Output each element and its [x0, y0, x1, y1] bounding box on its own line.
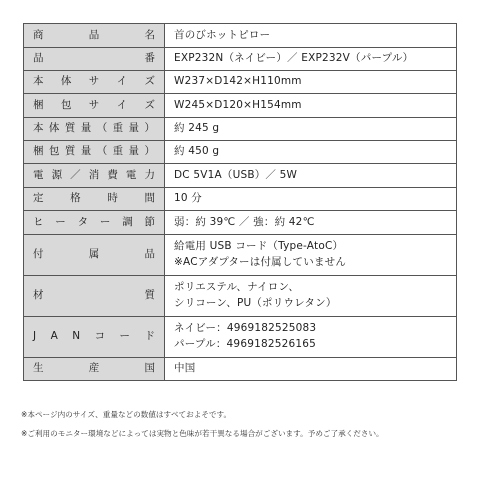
spec-key-char: 節 [144, 215, 155, 228]
spec-key-char: 質 [144, 289, 155, 302]
spec-value [165, 164, 457, 188]
spec-key-char: 量 [80, 122, 92, 135]
spec-key-char: 包 [60, 98, 72, 111]
spec-key [24, 118, 165, 141]
spec-key-char: 量 [80, 145, 92, 158]
spec-value-line: EXP232N（ネイビー）／ EXP232V（パープル） [174, 52, 414, 65]
spec-key [24, 141, 165, 164]
spec-key [24, 235, 165, 276]
spec-key [24, 48, 165, 71]
spec-value [165, 211, 457, 235]
spec-key-char: タ [77, 215, 89, 228]
spec-value [165, 94, 457, 118]
spec-key-label [33, 168, 155, 184]
spec-key-char: N [72, 330, 81, 343]
notes [21, 405, 461, 443]
spec-key [24, 358, 165, 381]
spec-key-char: ／ [70, 168, 81, 181]
spec-value [165, 118, 457, 141]
spec-row [24, 141, 457, 164]
spec-key-label [33, 51, 155, 67]
spec-value-line: 給電用 USB コード（Type-AtoC） [174, 240, 344, 253]
spec-key-char: 調 [122, 215, 133, 228]
spec-value-line: 約 450 g [174, 145, 220, 158]
note-color-difference: ※ご利用のモニター環境などによっては実物と色味が若干異なる場合がございます。予めご了承ください。 [21, 429, 384, 438]
spec-row [24, 211, 457, 235]
spec-key-char: 品 [33, 52, 44, 65]
spec-table [23, 23, 457, 381]
spec-value [165, 276, 457, 317]
spec-key-char: ） [144, 122, 155, 135]
spec-key [24, 24, 165, 48]
spec-value-line: ※ACアダプターは付属していません [174, 256, 347, 268]
spec-key-char: ー [119, 330, 131, 343]
spec-key [24, 317, 165, 358]
spec-key-char: 質 [64, 145, 76, 158]
spec-key-char: ー [55, 215, 66, 228]
spec-key [24, 71, 165, 94]
spec-value [165, 48, 457, 71]
spec-key-char: 包 [48, 145, 60, 158]
spec-value-line: ポリエステル、ナイロン、 [174, 281, 300, 294]
spec-value-line: 約 245 g [174, 122, 220, 135]
spec-key-char: サ [88, 75, 100, 88]
spec-row [24, 188, 457, 211]
spec-key-char: （ [96, 122, 108, 135]
spec-key-char: 格 [70, 192, 81, 205]
spec-key-label [33, 98, 155, 114]
spec-row [24, 118, 457, 141]
spec-key-char: 本 [33, 75, 44, 88]
spec-key-char: 量 [128, 145, 140, 158]
spec-table-body [24, 24, 457, 381]
spec-key-label [33, 361, 155, 377]
spec-value-line: W245×D120×H154mm [174, 98, 302, 111]
spec-key-label [33, 215, 155, 231]
spec-key-label [33, 144, 155, 160]
spec-row [24, 71, 457, 94]
spec-value-line: W237×D142×H110mm [174, 75, 302, 88]
spec-value [165, 188, 457, 211]
spec-key-char: 質 [64, 122, 76, 135]
spec-key-char: 重 [112, 122, 124, 135]
spec-key-char: ヒ [33, 215, 44, 228]
spec-key [24, 164, 165, 188]
spec-key [24, 94, 165, 118]
spec-row [24, 358, 457, 381]
spec-value-line: 首のびホットピロー [174, 28, 271, 41]
spec-key-char: 属 [88, 248, 100, 261]
spec-value-line: 弱：約 39℃ ／ 強：約 42℃ [174, 215, 315, 228]
spec-value-line: 10 分 [174, 192, 202, 205]
spec-row [24, 276, 457, 317]
spec-value [165, 235, 457, 276]
spec-key-char: 力 [144, 168, 155, 181]
spec-value-line: パープル：4969182526165 [174, 338, 317, 350]
spec-value-line: ネイビー：4969182525083 [174, 322, 317, 335]
spec-key-char: J [33, 330, 37, 343]
spec-value-line: シリコーン、PU（ポリウレタン） [174, 297, 337, 309]
spec-key-char: A [50, 330, 58, 343]
spec-key-char: 量 [128, 122, 140, 135]
spec-value [165, 24, 457, 48]
spec-key-char: ド [144, 330, 155, 343]
spec-key-char: 生 [33, 362, 44, 375]
spec-key-char: ） [144, 145, 155, 158]
spec-key-label [33, 74, 155, 90]
spec-key-char: コ [94, 330, 106, 343]
spec-key-label [33, 28, 155, 44]
spec-value [165, 317, 457, 358]
spec-key-char: イ [116, 98, 128, 111]
spec-row [24, 317, 457, 358]
spec-key-char: 品 [144, 248, 155, 261]
spec-key-char: （ [96, 145, 108, 158]
spec-key-char: 重 [112, 145, 124, 158]
spec-key-char: ズ [144, 98, 155, 111]
spec-key-char: 梱 [33, 145, 44, 158]
spec-key-char: 定 [33, 192, 44, 205]
spec-key-char: 梱 [33, 98, 44, 111]
spec-key-char: 名 [144, 28, 155, 41]
note-approximate-values: ※本ページ内のサイズ、重量などの数値はすべておよそです。 [21, 410, 232, 419]
spec-key-char: 国 [144, 362, 155, 375]
spec-value [165, 141, 457, 164]
spec-key-char: 商 [33, 28, 44, 41]
spec-key-label [33, 288, 155, 304]
spec-key-char: 源 [51, 168, 63, 181]
spec-value [165, 71, 457, 94]
spec-key-char: 体 [48, 122, 60, 135]
spec-key-char: 番 [144, 52, 155, 65]
spec-key-label [33, 329, 155, 345]
spec-key-label [33, 191, 155, 207]
spec-row [24, 164, 457, 188]
spec-key-char: ズ [144, 75, 155, 88]
spec-key-char: 電 [33, 168, 44, 181]
spec-key-char: 付 [33, 248, 44, 261]
spec-key [24, 211, 165, 235]
spec-key [24, 276, 165, 317]
spec-row [24, 24, 457, 48]
spec-key-char: 品 [88, 28, 100, 41]
spec-key-char: 消 [88, 168, 100, 181]
spec-key-char: 本 [33, 122, 44, 135]
spec-key-char: ー [99, 215, 111, 228]
spec-key-char: 費 [107, 168, 118, 181]
spec-value-line: 中国 [174, 362, 196, 375]
spec-row [24, 235, 457, 276]
spec-value-line: DC 5V1A（USB）／ 5W [174, 168, 298, 181]
spec-value [165, 358, 457, 381]
spec-row [24, 48, 457, 71]
spec-key-char: 間 [144, 192, 155, 205]
spec-key-label [33, 247, 155, 263]
spec-key-char: 材 [33, 289, 44, 302]
spec-row [24, 94, 457, 118]
spec-key-char: イ [116, 75, 128, 88]
spec-key-label [33, 121, 155, 137]
spec-key-char: 体 [60, 75, 72, 88]
spec-key-char: 電 [125, 168, 137, 181]
spec-key-char: サ [88, 98, 100, 111]
spec-key-char: 産 [88, 362, 100, 375]
spec-key-char: 時 [107, 192, 118, 205]
spec-key [24, 188, 165, 211]
